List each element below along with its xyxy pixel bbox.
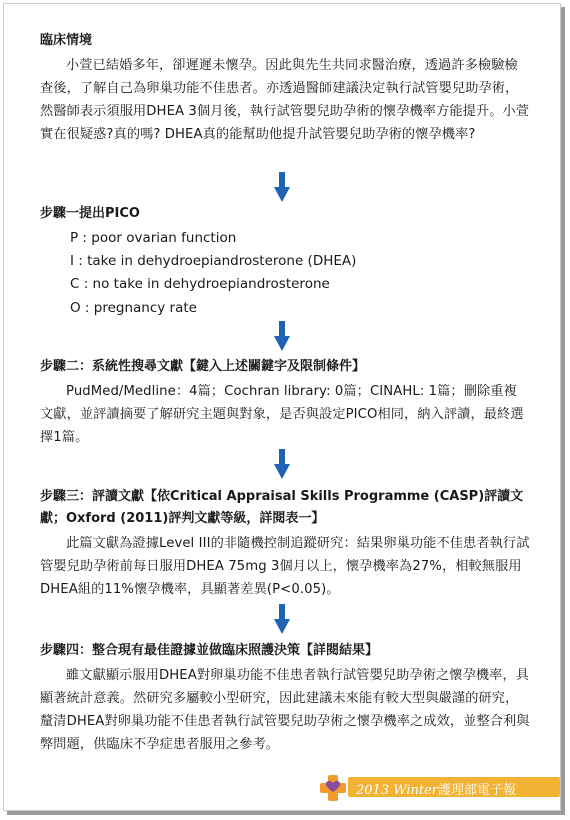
step2-section [40, 358, 530, 449]
clinical-scenario-title: 臨床情境 [40, 33, 93, 48]
footer-unit: 護理部電子報 [438, 783, 517, 798]
step2-body: PudMed/Medline：4篇；Cochran library: 0篇；CINAHL: 1篇；刪除重複文獻，並評讀摘要了解研究主題與對象，是否與設定PICO相同，納入評讀，最終選擇1篇。 [40, 384, 524, 445]
pico-item-i: I : take in dehydroepiandrosterone (DHEA) [70, 253, 357, 270]
step3-body: 此篇文獻為證據Level III的非隨機控制追蹤研究：結果卵巢功能不佳患者執行試管嬰兒助孕術前每日服用DHEA 75mg 3個月以上，懷孕機率為27%，相較無服用DHEA組的11%懷孕機率，具顯著差異(P<0.05)。 [40, 536, 530, 597]
clinical-scenario-body: 小萱已結婚多年，卻遲遲未懷孕。因此與先生共同求醫治療，透過許多檢驗檢查後，了解自己為卵巢功能不佳患者。亦透過醫師建議決定執行試管嬰兒助孕術，然醫師表示須服用DHEA 3個月後，執行試管嬰兒助孕術的懷孕機率方能提升。小萱實在很疑惑?真的嗎? DHEA真的能幫助他提升試管嬰兒助孕術的懷孕機率? [40, 58, 530, 142]
step1-title: 步驟一提出PICO [40, 206, 140, 221]
arrow-down-icon [274, 604, 290, 634]
pico-item-o: O : pregnancy rate [70, 299, 197, 316]
pico-item-p: P : poor ovarian function [70, 230, 237, 246]
step4-section [40, 642, 530, 756]
arrow-down-icon [274, 449, 290, 479]
step3-section [40, 486, 530, 601]
newsletter-footer [318, 773, 558, 799]
step2-title: 步驟二：系統性搜尋文獻【鍵入上述關鍵字及限制條件】 [40, 359, 366, 374]
step4-title: 步驟四：整合現有最佳證據並做臨床照護決策【詳閱結果】 [40, 643, 379, 658]
medical-cross-logo-icon [318, 773, 348, 803]
pico-item-c: C : no take in dehydroepiandrosterone [70, 276, 330, 293]
pico-list [40, 227, 530, 320]
step3-title: 步驟三：評讀文獻【依Critical Appraisal Skills Programme (CASP)評讀文獻；Oxford (2011)評判文獻等級，詳閱表一】 [40, 489, 524, 526]
step1-section [40, 205, 530, 320]
arrow-down-icon [274, 172, 290, 202]
arrow-down-icon [274, 321, 290, 351]
clinical-scenario-section [40, 32, 530, 146]
footer-text [356, 779, 516, 798]
footer-year-season: 2013 Winter [356, 783, 439, 798]
step4-body: 雖文獻顯示服用DHEA對卵巢功能不佳患者執行試管嬰兒助孕術之懷孕機率，具顯著統計意義。然研究多屬較小型研究，因此建議未來能有較大型與嚴謹的研究，釐清DHEA對卵巢功能不佳患者執行試管嬰兒助孕術之懷孕機率之成效，並整合利與弊問題，供臨床不孕症患者服用之參考。 [40, 668, 530, 752]
